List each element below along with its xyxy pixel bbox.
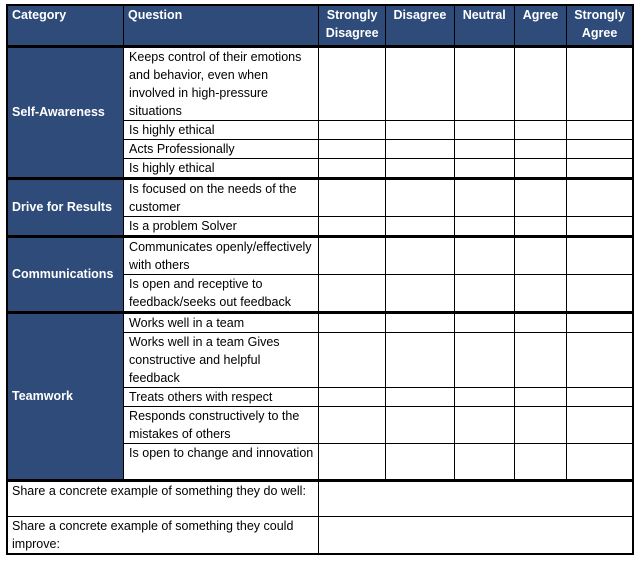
- rating-cell-strongly-disagree[interactable]: [318, 236, 385, 274]
- category-drive-for-results: Drive for Results: [7, 178, 124, 236]
- share-response-could-improve[interactable]: [318, 516, 633, 554]
- question-cell: Works well in a team Gives constructive and helpful feedback: [124, 332, 319, 387]
- rating-cell-disagree[interactable]: [386, 332, 454, 387]
- rating-cell-strongly-disagree[interactable]: [318, 46, 385, 120]
- rating-cell-neutral[interactable]: [454, 406, 514, 443]
- rating-cell-agree[interactable]: [514, 443, 566, 480]
- rating-cell-agree[interactable]: [514, 332, 566, 387]
- header-category: Category: [7, 5, 124, 46]
- rating-cell-strongly-agree[interactable]: [567, 443, 633, 480]
- rating-cell-disagree[interactable]: [386, 406, 454, 443]
- rating-cell-neutral[interactable]: [454, 178, 514, 216]
- rating-cell-strongly-disagree[interactable]: [318, 139, 385, 158]
- rating-cell-strongly-agree[interactable]: [567, 236, 633, 274]
- question-cell: Treats others with respect: [124, 387, 319, 406]
- rating-cell-strongly-agree[interactable]: [567, 178, 633, 216]
- rating-cell-disagree[interactable]: [386, 120, 454, 139]
- rating-cell-agree[interactable]: [514, 406, 566, 443]
- rating-cell-neutral[interactable]: [454, 443, 514, 480]
- question-cell: Is a problem Solver: [124, 216, 319, 236]
- rating-cell-disagree[interactable]: [386, 274, 454, 312]
- question-cell: Is highly ethical: [124, 120, 319, 139]
- rating-cell-strongly-disagree[interactable]: [318, 120, 385, 139]
- rating-cell-strongly-disagree[interactable]: [318, 216, 385, 236]
- header-agree: Agree: [514, 5, 566, 46]
- rating-cell-agree[interactable]: [514, 216, 566, 236]
- rating-cell-neutral[interactable]: [454, 139, 514, 158]
- rating-cell-strongly-agree[interactable]: [567, 332, 633, 387]
- rating-cell-disagree[interactable]: [386, 139, 454, 158]
- rating-cell-neutral[interactable]: [454, 332, 514, 387]
- rating-cell-strongly-disagree[interactable]: [318, 387, 385, 406]
- rating-cell-disagree[interactable]: [386, 443, 454, 480]
- question-cell: Keeps control of their emotions and behavior, even when involved in high-pressure situations: [124, 46, 319, 120]
- rating-cell-agree[interactable]: [514, 46, 566, 120]
- rating-cell-strongly-disagree[interactable]: [318, 158, 385, 178]
- question-cell: Responds constructively to the mistakes of others: [124, 406, 319, 443]
- rating-cell-disagree[interactable]: [386, 312, 454, 332]
- rating-cell-strongly-disagree[interactable]: [318, 312, 385, 332]
- question-cell: Acts Professionally: [124, 139, 319, 158]
- rating-cell-agree[interactable]: [514, 120, 566, 139]
- rating-cell-strongly-disagree[interactable]: [318, 178, 385, 216]
- rating-cell-neutral[interactable]: [454, 387, 514, 406]
- rating-cell-strongly-agree[interactable]: [567, 312, 633, 332]
- question-cell: Works well in a team: [124, 312, 319, 332]
- category-communications: Communications: [7, 236, 124, 312]
- rating-cell-strongly-agree[interactable]: [567, 406, 633, 443]
- question-cell: Is highly ethical: [124, 158, 319, 178]
- rating-cell-strongly-agree[interactable]: [567, 158, 633, 178]
- rating-cell-disagree[interactable]: [386, 236, 454, 274]
- category-self-awareness: Self-Awareness: [7, 46, 124, 178]
- rating-cell-strongly-disagree[interactable]: [318, 332, 385, 387]
- header-disagree: Disagree: [386, 5, 454, 46]
- question-cell: Is open to change and innovation: [124, 443, 319, 480]
- rating-cell-strongly-disagree[interactable]: [318, 406, 385, 443]
- share-prompt-could-improve: Share a concrete example of something they could improve:: [7, 516, 318, 554]
- rating-cell-strongly-agree[interactable]: [567, 46, 633, 120]
- question-cell: Communicates openly/effectively with others: [124, 236, 319, 274]
- rating-cell-disagree[interactable]: [386, 216, 454, 236]
- header-strongly-disagree: Strongly Disagree: [318, 5, 385, 46]
- header-strongly-agree: Strongly Agree: [567, 5, 633, 46]
- rating-cell-strongly-agree[interactable]: [567, 120, 633, 139]
- rating-cell-agree[interactable]: [514, 139, 566, 158]
- rating-cell-neutral[interactable]: [454, 216, 514, 236]
- rating-cell-strongly-agree[interactable]: [567, 139, 633, 158]
- question-cell: Is open and receptive to feedback/seeks out feedback: [124, 274, 319, 312]
- rating-cell-neutral[interactable]: [454, 312, 514, 332]
- rating-cell-neutral[interactable]: [454, 274, 514, 312]
- rating-cell-disagree[interactable]: [386, 46, 454, 120]
- rating-cell-agree[interactable]: [514, 178, 566, 216]
- header-question: Question: [124, 5, 319, 46]
- rating-cell-neutral[interactable]: [454, 46, 514, 120]
- rating-cell-agree[interactable]: [514, 312, 566, 332]
- rating-cell-agree[interactable]: [514, 158, 566, 178]
- rating-cell-strongly-disagree[interactable]: [318, 443, 385, 480]
- rating-cell-agree[interactable]: [514, 387, 566, 406]
- rating-cell-strongly-agree[interactable]: [567, 274, 633, 312]
- share-prompt-do-well: Share a concrete example of something they do well:: [7, 480, 318, 516]
- rating-cell-disagree[interactable]: [386, 387, 454, 406]
- category-teamwork: Teamwork: [7, 312, 124, 480]
- rating-cell-strongly-agree[interactable]: [567, 216, 633, 236]
- question-cell: Is focused on the needs of the customer: [124, 178, 319, 216]
- rating-cell-disagree[interactable]: [386, 178, 454, 216]
- share-response-do-well[interactable]: [318, 480, 633, 516]
- header-neutral: Neutral: [454, 5, 514, 46]
- rating-cell-neutral[interactable]: [454, 120, 514, 139]
- rating-cell-strongly-disagree[interactable]: [318, 274, 385, 312]
- rating-cell-strongly-agree[interactable]: [567, 387, 633, 406]
- rating-cell-neutral[interactable]: [454, 236, 514, 274]
- survey-table-container: [6, 4, 634, 555]
- rating-cell-agree[interactable]: [514, 274, 566, 312]
- rating-cell-agree[interactable]: [514, 236, 566, 274]
- rating-cell-disagree[interactable]: [386, 158, 454, 178]
- feedback-survey-table: [6, 4, 634, 555]
- rating-cell-neutral[interactable]: [454, 158, 514, 178]
